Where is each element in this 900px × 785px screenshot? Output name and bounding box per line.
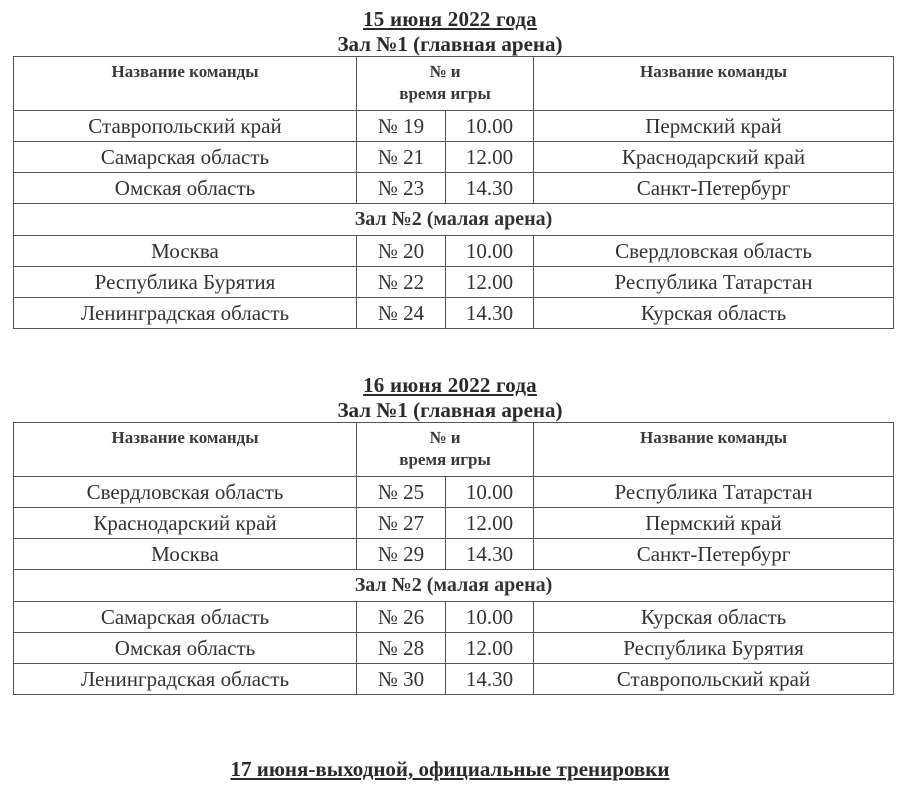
game-time: 12.00 <box>446 508 534 539</box>
game-number: № 21 <box>357 142 446 173</box>
date-heading: 15 июня 2022 года <box>363 7 537 31</box>
hall-2-heading-row <box>14 204 894 236</box>
game-time: 10.00 <box>446 111 534 142</box>
team-a: Свердловская область <box>14 477 357 508</box>
team-a: Республика Бурятия <box>14 267 357 298</box>
hall-1-heading: Зал №1 (главная арена) <box>337 32 563 56</box>
table-row <box>14 633 894 664</box>
game-number: № 24 <box>357 298 446 329</box>
day-schedule-16-june <box>0 372 900 695</box>
date-heading: 16 июня 2022 года <box>363 373 537 397</box>
game-number: № 19 <box>357 111 446 142</box>
game-number: № 20 <box>357 236 446 267</box>
hall-2-heading: Зал №2 (малая арена) <box>14 570 894 602</box>
table-header-row <box>14 57 894 111</box>
day-off-note: 17 июня-выходной, официальные тренировки <box>230 757 670 781</box>
hall-2-heading: Зал №2 (малая арена) <box>14 204 894 236</box>
team-b: Курская область <box>534 602 894 633</box>
team-a: Омская область <box>14 173 357 204</box>
column-header-game-number-time <box>357 423 534 477</box>
table-row <box>14 111 894 142</box>
team-a: Ставропольский край <box>14 111 357 142</box>
team-b: Санкт-Петербург <box>534 539 894 570</box>
table-row <box>14 477 894 508</box>
game-time: 12.00 <box>446 633 534 664</box>
schedule-table <box>13 422 894 695</box>
column-header-line-1: № и <box>429 428 461 447</box>
team-b: Краснодарский край <box>534 142 894 173</box>
team-b: Пермский край <box>534 508 894 539</box>
column-header-team-left: Название команды <box>14 57 357 111</box>
game-number: № 26 <box>357 602 446 633</box>
column-header-game-number-time <box>357 57 534 111</box>
game-number: № 28 <box>357 633 446 664</box>
table-row <box>14 602 894 633</box>
team-b: Свердловская область <box>534 236 894 267</box>
game-time: 10.00 <box>446 477 534 508</box>
game-time: 10.00 <box>446 602 534 633</box>
game-time: 12.00 <box>446 142 534 173</box>
team-b: Республика Татарстан <box>534 477 894 508</box>
table-row <box>14 508 894 539</box>
game-number: № 22 <box>357 267 446 298</box>
team-b: Республика Татарстан <box>534 267 894 298</box>
column-header-team-right: Название команды <box>534 423 894 477</box>
column-header-team-left: Название команды <box>14 423 357 477</box>
table-row <box>14 142 894 173</box>
hall-1-heading: Зал №1 (главная арена) <box>337 398 563 422</box>
schedule-table <box>13 56 894 329</box>
column-header-line-2: время игры <box>399 450 491 469</box>
game-time: 14.30 <box>446 664 534 695</box>
column-header-line-2: время игры <box>399 84 491 103</box>
team-a: Москва <box>14 236 357 267</box>
team-a: Самарская область <box>14 602 357 633</box>
table-row <box>14 267 894 298</box>
table-row <box>14 664 894 695</box>
game-number: № 29 <box>357 539 446 570</box>
team-a: Ленинградская область <box>14 664 357 695</box>
column-header-line-1: № и <box>429 62 461 81</box>
team-a: Краснодарский край <box>14 508 357 539</box>
column-header-team-right: Название команды <box>534 57 894 111</box>
table-header-row <box>14 423 894 477</box>
table-row <box>14 539 894 570</box>
team-a: Ленинградская область <box>14 298 357 329</box>
table-row <box>14 173 894 204</box>
game-number: № 25 <box>357 477 446 508</box>
table-row <box>14 298 894 329</box>
team-b: Курская область <box>534 298 894 329</box>
game-number: № 27 <box>357 508 446 539</box>
team-b: Санкт-Петербург <box>534 173 894 204</box>
day-schedule-15-june <box>0 6 900 329</box>
game-number: № 30 <box>357 664 446 695</box>
team-b: Республика Бурятия <box>534 633 894 664</box>
team-a: Самарская область <box>14 142 357 173</box>
team-b: Пермский край <box>534 111 894 142</box>
game-time: 14.30 <box>446 539 534 570</box>
game-time: 12.00 <box>446 267 534 298</box>
hall-2-heading-row <box>14 570 894 602</box>
team-b: Ставропольский край <box>534 664 894 695</box>
game-number: № 23 <box>357 173 446 204</box>
team-a: Омская область <box>14 633 357 664</box>
game-time: 14.30 <box>446 298 534 329</box>
game-time: 10.00 <box>446 236 534 267</box>
game-time: 14.30 <box>446 173 534 204</box>
team-a: Москва <box>14 539 357 570</box>
table-row <box>14 236 894 267</box>
